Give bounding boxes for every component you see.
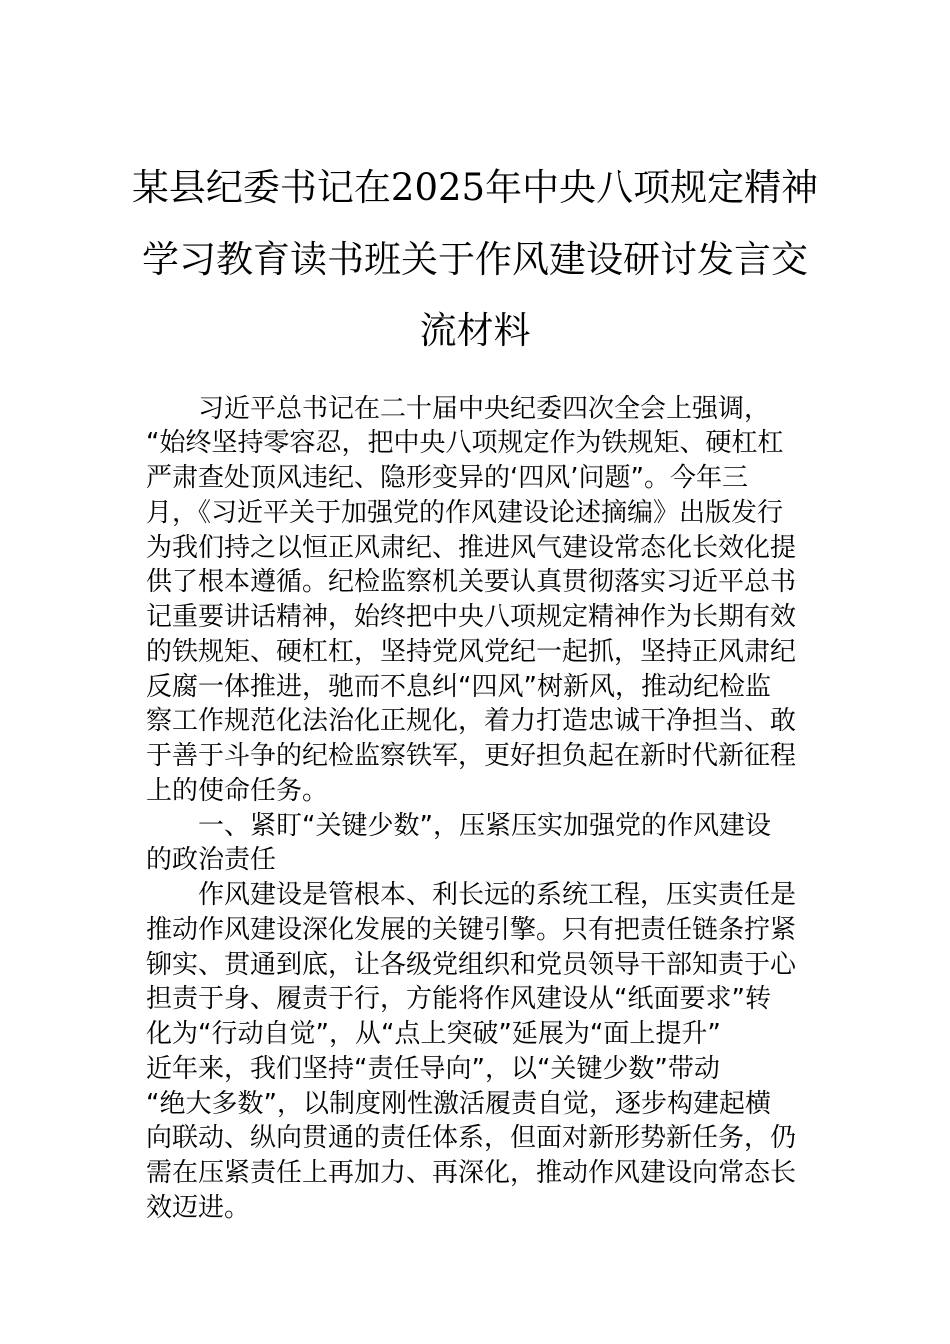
paragraph-2-line-1: 作风建设是管根本、利长远的系统工程，压实责任是 xyxy=(198,880,797,910)
paragraph-2-line-6: 近年来，我们坚持“责任导向”，以“关键少数”带动 xyxy=(146,1054,720,1084)
section-heading-line-1: 一、紧盯“关键少数”，压紧压实加强党的作风建设 xyxy=(198,811,771,841)
paragraph-1-line-3: 严肃查处顶风违纪、隐形变异的‘四风’问题”。今年三 xyxy=(146,463,748,493)
paragraph-1-line-4: 月，《习近平关于加强党的作风建设论述摘编》出版发行 xyxy=(146,498,784,528)
paragraph-1-line-12: 上的使命任务。 xyxy=(146,776,329,806)
paragraph-1-line-9: 反腐一体推进，驰而不息纠“四风”树新风，推动纪检监 xyxy=(146,672,771,702)
paragraph-1-line-2: “始终坚持零容忍，把中央八项规定作为铁规矩、硬杠杠 xyxy=(146,428,784,458)
paragraph-2-line-9: 需在压紧责任上再加力、再深化，推动作风建设向常态长 xyxy=(146,1158,797,1188)
paragraph-2-line-5: 化为“行动自觉”，从“点上突破”延展为“面上提升” xyxy=(146,1019,721,1049)
document-title-line-3: 流材料 xyxy=(419,309,531,352)
paragraph-1-line-10: 察工作规范化法治化正规化，着力打造忠诚干净担当、敢 xyxy=(146,706,797,736)
document-title-line-2: 学习教育读书班关于作风建设研讨发言交 xyxy=(142,238,808,281)
paragraph-1-line-11: 于善于斗争的纪检监察铁军，更好担负起在新时代新征程 xyxy=(146,741,797,771)
paragraph-2-line-2: 推动作风建设深化发展的关键引擎。只有把责任链条拧紧 xyxy=(146,915,797,945)
paragraph-2-line-4: 担责于身、履责于行，方能将作风建设从“纸面要求”转 xyxy=(146,984,771,1014)
paragraph-1-line-1: 习近平总书记在二十届中央纪委四次全会上强调， xyxy=(198,394,771,424)
paragraph-1-line-8: 的铁规矩、硬杠杠，坚持党风党纪一起抓，坚持正风肃纪 xyxy=(146,637,797,667)
paragraph-2-line-8: 向联动、纵向贯通的责任体系，但面对新形势新任务，仍 xyxy=(146,1123,797,1153)
paragraph-1-line-5: 为我们持之以恒正风肃纪、推进风气建设常态化长效化提 xyxy=(146,533,797,563)
document-title-line-1: 某县纪委书记在2025年中央八项规定精神 xyxy=(131,166,819,209)
paragraph-2-line-7: “绝大多数”，以制度刚性激活履责自觉，逐步构建起横 xyxy=(146,1089,771,1119)
paragraph-2-line-10: 效迈进。 xyxy=(146,1193,251,1223)
section-heading-line-2: 的政治责任 xyxy=(146,845,277,875)
paragraph-1-line-6: 供了根本遵循。纪检监察机关要认真贯彻落实习近平总书 xyxy=(146,567,797,597)
paragraph-2-line-3: 铆实、贯通到底，让各级党组织和党员领导干部知责于心 xyxy=(146,950,797,980)
paragraph-1-line-7: 记重要讲话精神，始终把中央八项规定精神作为长期有效 xyxy=(146,602,797,632)
